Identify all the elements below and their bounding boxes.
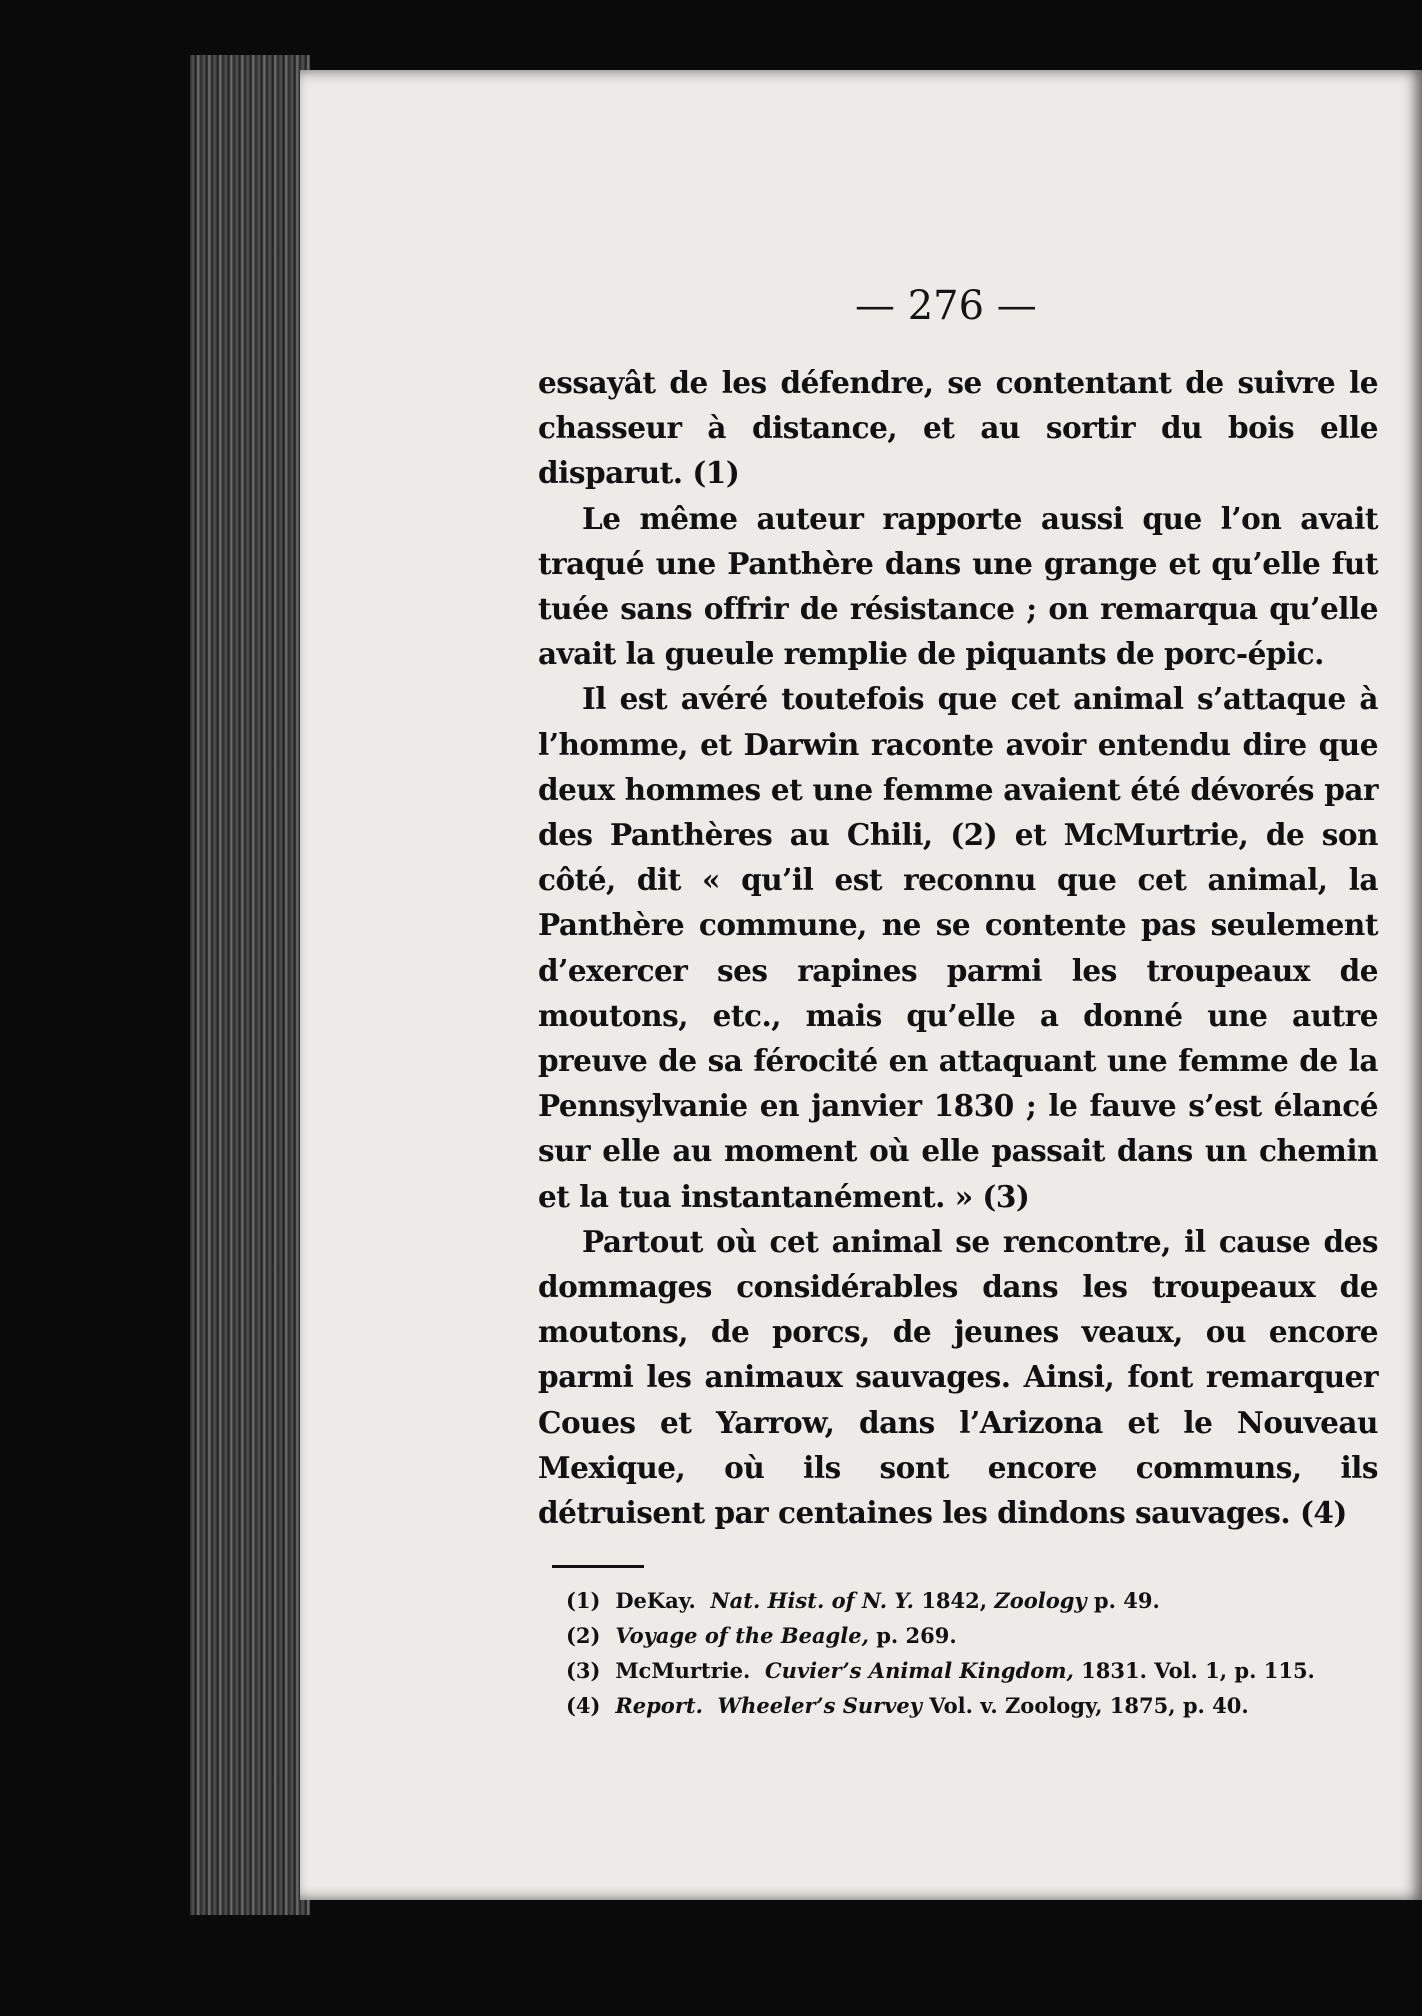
footnote-title: Voyage of the Beagle, (615, 1623, 869, 1648)
body-text (538, 360, 1378, 1535)
footnote-mark: (2) (566, 1623, 601, 1648)
paragraph: Partout où cet animal se rencontre, il cause des dommages considérables dans les troupeaux de moutons, de porcs, de jeunes veaux, ou encore parmi les animaux sauvages. Ainsi, font remarquer Coues et Yarrow, dans l’Arizona et le Nouveau Mexique, où ils sont encore communs, ils détruisent par centaines les dindons sauvages. (4) (538, 1223, 1378, 1531)
footnote-rule (552, 1565, 644, 1568)
footnote-1 (566, 1583, 1386, 1618)
footnote-title: Nat. Hist. of N. Y. (710, 1588, 914, 1613)
footnote-mark: (4) (566, 1693, 601, 1718)
footnote-section: Wheeler’s Survey (717, 1693, 922, 1718)
footnote-author: McMurtrie. (615, 1658, 751, 1683)
footnote-year: 1842, (921, 1588, 988, 1613)
paragraph: Il est avéré toutefois que cet animal s’attaque à l’homme, et Darwin raconte avoir entendu dire que deux hommes et une femme avaient été dévorés par des Panthères au Chili, (2) et McMurtrie, de son côté, dit « qu’il est reconnu que cet animal, la Panthère commune, ne se contente pas seulement d’exercer ses rapines parmi les troupeaux de moutons, etc., mais qu’elle a donné une autre preuve de sa férocité en attaquant une femme de la Pennsylvanie en janvier 1830 ; le fauve s’est élancé sur elle au moment où elle passait dans un chemin et la tua instantanément. » (3) (538, 681, 1378, 1214)
footnote-3 (566, 1653, 1386, 1688)
footnote-mark: (1) (566, 1588, 601, 1613)
footnote-page: p. 269. (876, 1623, 957, 1648)
footnote-title: Cuvier’s Animal Kingdom, (764, 1658, 1074, 1683)
footnote-2 (566, 1618, 1386, 1653)
footnote-title: Report. (615, 1693, 703, 1718)
footnote-page: p. 49. (1093, 1588, 1160, 1613)
footnotes (566, 1583, 1386, 1723)
paragraph: essayât de les défendre, se contentant de suivre le chasseur à distance, et au sortir du bois elle disparut. (1) (538, 365, 1378, 491)
footnote-section: Zoology (994, 1588, 1087, 1613)
footnote-4 (566, 1688, 1386, 1723)
paragraph: Le même auteur rapporte aussi que l’on avait traqué une Panthère dans une grange et qu’elle fut tuée sans offrir de résistance ; on remarqua qu’elle avait la gueule remplie de piquants de porc-épic. (538, 500, 1378, 672)
footnote-author: DeKay. (615, 1588, 696, 1613)
page-number: — 276 — (855, 283, 1037, 329)
footnote-page: Vol. v. Zoology, 1875, p. 40. (929, 1693, 1249, 1718)
page-edges (190, 55, 310, 1915)
footnote-mark: (3) (566, 1658, 601, 1683)
footnote-page: 1831. Vol. 1, p. 115. (1081, 1658, 1315, 1683)
